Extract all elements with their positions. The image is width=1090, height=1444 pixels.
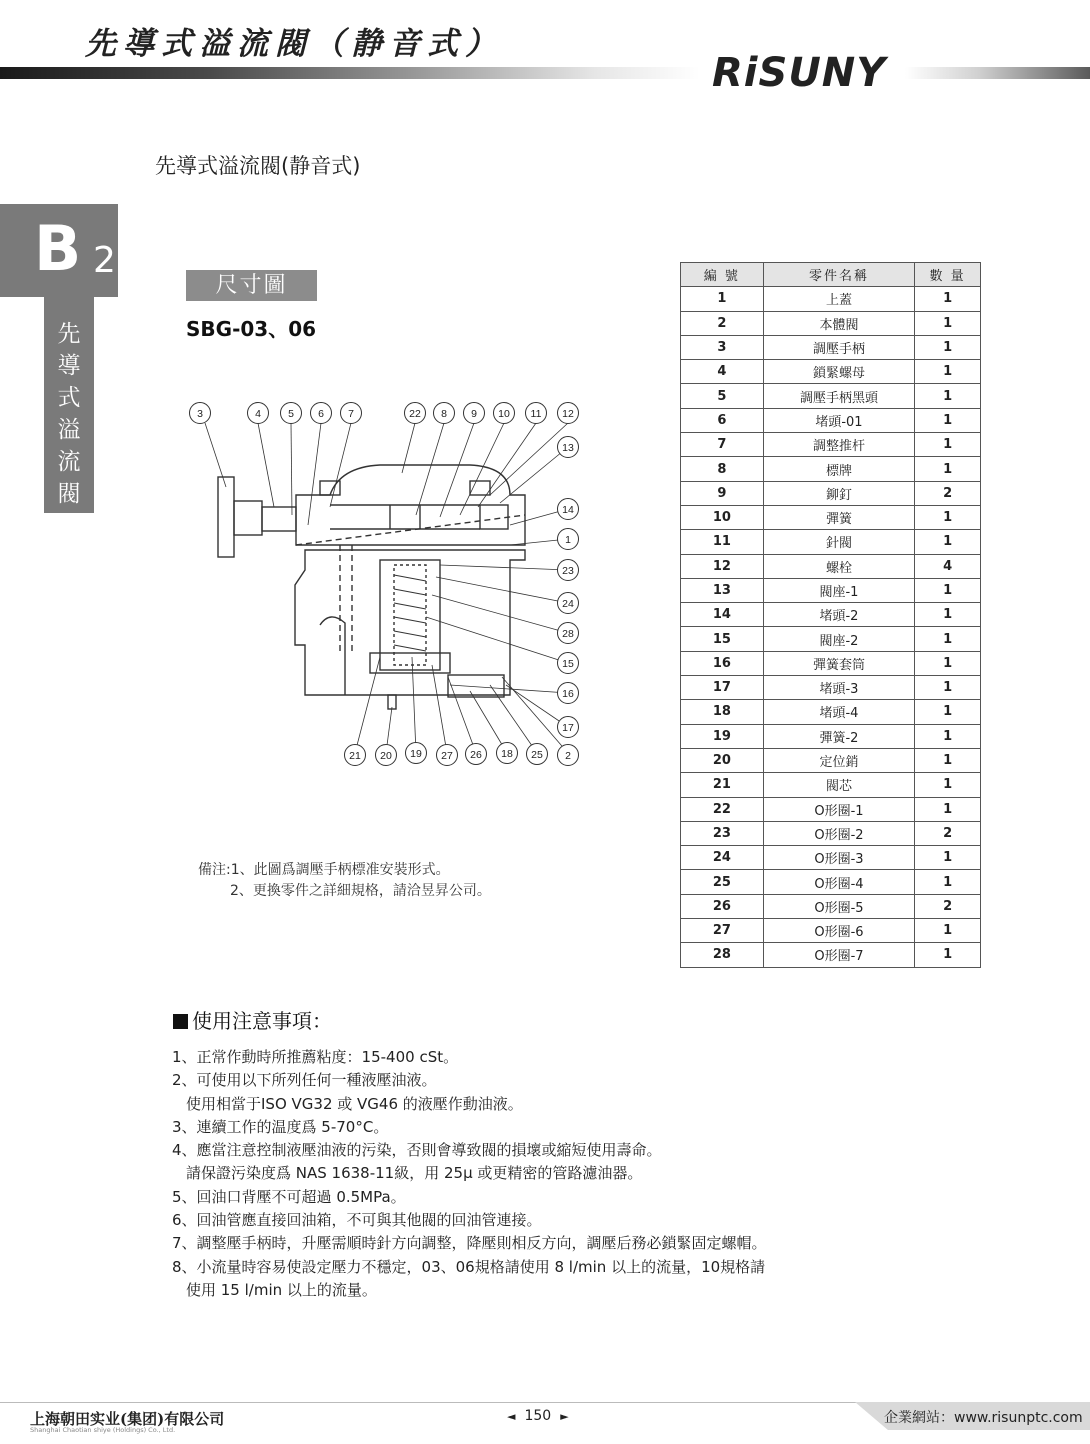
note-line: 2、更換零件之詳細規格，請洽昱昇公司。 bbox=[230, 883, 491, 899]
part-name-cell: 本體閥 bbox=[763, 311, 914, 335]
part-name-cell: 閥座-2 bbox=[763, 627, 914, 651]
part-number-cell: 18 bbox=[681, 700, 764, 724]
part-number-cell: 5 bbox=[681, 384, 764, 408]
part-number-cell: 24 bbox=[681, 846, 764, 870]
table-row bbox=[681, 457, 981, 481]
callout-label: 28 bbox=[562, 628, 574, 640]
callout-label: 21 bbox=[349, 750, 361, 762]
callout-label: 16 bbox=[562, 688, 574, 700]
page-number-text: 150 bbox=[524, 1408, 552, 1424]
part-quantity-cell: 1 bbox=[915, 700, 981, 724]
usage-line: 2、可使用以下所列任何一種液壓油液。 bbox=[172, 1071, 437, 1090]
part-quantity-cell: 1 bbox=[915, 457, 981, 481]
usage-line: 請保證污染度爲 NAS 1638-11級，用 25μ 或更精密的管路濾油器。 bbox=[186, 1164, 643, 1183]
part-quantity-cell: 4 bbox=[915, 554, 981, 578]
part-number-cell: 2 bbox=[681, 311, 764, 335]
usage-line: 7、調整壓手柄時，升壓需順時針方向調整，降壓則相反方向，調壓后務必鎖緊固定螺帽。 bbox=[172, 1234, 767, 1253]
part-name-cell: 標牌 bbox=[763, 457, 914, 481]
table-row bbox=[681, 894, 981, 918]
brand-logo: RiSUNY bbox=[712, 50, 887, 96]
callout-label: 14 bbox=[562, 504, 574, 516]
part-quantity-cell: 2 bbox=[915, 894, 981, 918]
part-number-cell: 25 bbox=[681, 870, 764, 894]
callout-label: 3 bbox=[197, 408, 203, 420]
header-gradient-bar-right bbox=[905, 67, 1090, 79]
table-row bbox=[681, 360, 981, 384]
table-row bbox=[681, 287, 981, 311]
section-tab-char: 閥 bbox=[57, 481, 81, 507]
column-header-number: 編 號 bbox=[681, 263, 764, 287]
usage-notes-title-text: 使用注意事項 bbox=[192, 1009, 312, 1033]
section-tab-char: 流 bbox=[57, 449, 81, 475]
drawing-notes bbox=[198, 860, 491, 902]
usage-line: 5、回油口背壓不可超過 0.5MPa。 bbox=[172, 1187, 406, 1206]
callout-label: 9 bbox=[471, 408, 477, 420]
part-number-cell: 16 bbox=[681, 651, 764, 675]
part-name-cell: 調整推杆 bbox=[763, 433, 914, 457]
part-quantity-cell: 1 bbox=[915, 724, 981, 748]
part-name-cell: 調壓手柄 bbox=[763, 335, 914, 359]
table-row bbox=[681, 748, 981, 772]
callout-label: 5 bbox=[288, 408, 294, 420]
table-row bbox=[681, 676, 981, 700]
part-quantity-cell: 1 bbox=[915, 287, 981, 311]
part-number-cell: 22 bbox=[681, 797, 764, 821]
part-quantity-cell: 2 bbox=[915, 481, 981, 505]
part-number-cell: 12 bbox=[681, 554, 764, 578]
table-row bbox=[681, 335, 981, 359]
part-number-cell: 23 bbox=[681, 821, 764, 845]
callout-label: 10 bbox=[498, 408, 510, 420]
table-row bbox=[681, 578, 981, 602]
callout-label: 24 bbox=[562, 598, 574, 610]
table-row bbox=[681, 505, 981, 529]
part-number-cell: 17 bbox=[681, 676, 764, 700]
callout-label: 26 bbox=[470, 749, 482, 761]
part-number-cell: 1 bbox=[681, 287, 764, 311]
table-row bbox=[681, 433, 981, 457]
part-number-cell: 4 bbox=[681, 360, 764, 384]
part-name-cell: O形圈-7 bbox=[763, 943, 914, 967]
square-bullet-icon bbox=[173, 1014, 188, 1029]
part-number-cell: 19 bbox=[681, 724, 764, 748]
part-name-cell: 鉚釘 bbox=[763, 481, 914, 505]
table-row bbox=[681, 651, 981, 675]
part-quantity-cell: 1 bbox=[915, 505, 981, 529]
callout-label: 25 bbox=[531, 749, 543, 761]
part-number-cell: 21 bbox=[681, 773, 764, 797]
handle-knob bbox=[218, 477, 234, 557]
part-quantity-cell: 1 bbox=[915, 311, 981, 335]
table-row bbox=[681, 627, 981, 651]
callout-label: 1 bbox=[565, 534, 571, 546]
part-number-cell: 26 bbox=[681, 894, 764, 918]
part-name-cell: O形圈-2 bbox=[763, 821, 914, 845]
part-quantity-cell: 2 bbox=[915, 821, 981, 845]
part-quantity-cell: 1 bbox=[915, 846, 981, 870]
part-number-cell: 8 bbox=[681, 457, 764, 481]
usage-line: 使用 15 l/min 以上的流量。 bbox=[186, 1280, 377, 1299]
part-quantity-cell: 1 bbox=[915, 335, 981, 359]
table-row bbox=[681, 797, 981, 821]
usage-line: 使用相當于ISO VG32 或 VG46 的液壓作動油液。 bbox=[186, 1094, 523, 1113]
part-quantity-cell: 1 bbox=[915, 408, 981, 432]
part-quantity-cell: 1 bbox=[915, 773, 981, 797]
part-name-cell: 堵頭-2 bbox=[763, 603, 914, 627]
part-number-cell: 28 bbox=[681, 943, 764, 967]
prev-page-arrow-icon[interactable]: ◄ bbox=[507, 1410, 516, 1423]
part-name-cell: 鎖緊螺母 bbox=[763, 360, 914, 384]
part-quantity-cell: 1 bbox=[915, 748, 981, 772]
part-name-cell: 閥芯 bbox=[763, 773, 914, 797]
note-line: 備注:1、此圖爲調壓手柄標准安裝形式。 bbox=[198, 862, 450, 878]
part-name-cell: O形圈-5 bbox=[763, 894, 914, 918]
callout-label: 20 bbox=[380, 750, 392, 762]
table-header-row bbox=[681, 263, 981, 287]
part-name-cell: 彈簧套筒 bbox=[763, 651, 914, 675]
column-header-quantity: 數 量 bbox=[915, 263, 981, 287]
part-quantity-cell: 1 bbox=[915, 676, 981, 700]
table-row bbox=[681, 773, 981, 797]
page-number bbox=[498, 1408, 578, 1424]
part-number-cell: 11 bbox=[681, 530, 764, 554]
usage-notes-title: 使用注意事項： bbox=[173, 1005, 332, 1034]
callout-label: 2 bbox=[565, 750, 571, 762]
part-quantity-cell: 1 bbox=[915, 530, 981, 554]
section-tab-char: 溢 bbox=[57, 417, 81, 443]
part-quantity-cell: 1 bbox=[915, 384, 981, 408]
callout-label: 7 bbox=[348, 408, 354, 420]
usage-line: 3、連續工作的温度爲 5-70°C。 bbox=[172, 1117, 389, 1136]
part-number-cell: 20 bbox=[681, 748, 764, 772]
usage-notes-list bbox=[172, 1046, 767, 1302]
callout-label: 12 bbox=[562, 408, 574, 420]
model-number: SBG-03、06 bbox=[186, 317, 317, 341]
table-row bbox=[681, 554, 981, 578]
header-gradient-bar bbox=[0, 67, 700, 79]
section-tab-text bbox=[44, 318, 94, 510]
callout-label: 22 bbox=[409, 408, 421, 420]
callout-label: 11 bbox=[530, 408, 542, 420]
part-number-cell: 7 bbox=[681, 433, 764, 457]
table-row bbox=[681, 724, 981, 748]
callout-label: 18 bbox=[501, 748, 513, 760]
part-number-cell: 10 bbox=[681, 505, 764, 529]
part-name-cell: 閥座-1 bbox=[763, 578, 914, 602]
parts-table bbox=[680, 262, 981, 968]
part-name-cell: 針閥 bbox=[763, 530, 914, 554]
footer-website[interactable]: 企業網站：www.risunptc.com bbox=[884, 1410, 1083, 1426]
part-number-cell: 14 bbox=[681, 603, 764, 627]
part-quantity-cell: 1 bbox=[915, 797, 981, 821]
part-name-cell: 上蓋 bbox=[763, 287, 914, 311]
part-name-cell: O形圈-4 bbox=[763, 870, 914, 894]
callout-label: 23 bbox=[562, 565, 574, 577]
usage-line: 8、小流量時容易使設定壓力不穩定，03、06規格請使用 8 l/min 以上的流量，10規格請 bbox=[172, 1257, 766, 1276]
dimension-drawing-label: 尺寸圖 bbox=[186, 270, 317, 301]
table-row bbox=[681, 603, 981, 627]
part-name-cell: 螺栓 bbox=[763, 554, 914, 578]
table-row bbox=[681, 846, 981, 870]
part-quantity-cell: 1 bbox=[915, 360, 981, 384]
part-name-cell: 定位銷 bbox=[763, 748, 914, 772]
callout-label: 19 bbox=[410, 748, 422, 760]
part-name-cell: O形圈-6 bbox=[763, 919, 914, 943]
section-tab-letter: B bbox=[34, 212, 82, 285]
callout-label: 13 bbox=[562, 442, 574, 454]
header-title: 先導式溢流閥（静音式） bbox=[85, 26, 503, 62]
column-header-part-name: 零件名稱 bbox=[763, 263, 914, 287]
callout-label: 8 bbox=[441, 408, 447, 420]
table-row bbox=[681, 700, 981, 724]
table-row bbox=[681, 408, 981, 432]
part-quantity-cell: 1 bbox=[915, 578, 981, 602]
part-number-cell: 15 bbox=[681, 627, 764, 651]
table-row bbox=[681, 481, 981, 505]
section-tab-char: 先 bbox=[57, 321, 81, 347]
footer-company-name: 上海朝田实业(集团)有限公司 bbox=[30, 1410, 225, 1428]
section-tab-char: 導 bbox=[57, 353, 81, 379]
part-name-cell: 堵頭-4 bbox=[763, 700, 914, 724]
part-number-cell: 27 bbox=[681, 919, 764, 943]
footer-company-name-en: Shanghai Chaotian shiye (Holdings) Co., Ltd. bbox=[30, 1426, 176, 1434]
table-row bbox=[681, 530, 981, 554]
part-quantity-cell: 1 bbox=[915, 433, 981, 457]
part-name-cell: 彈簧 bbox=[763, 505, 914, 529]
callout-label: 6 bbox=[318, 408, 324, 420]
part-quantity-cell: 1 bbox=[915, 627, 981, 651]
usage-line: 1、正常作動時所推薦粘度：15-400 cSt。 bbox=[172, 1048, 459, 1066]
table-row bbox=[681, 821, 981, 845]
part-quantity-cell: 1 bbox=[915, 943, 981, 967]
part-quantity-cell: 1 bbox=[915, 919, 981, 943]
section-tab-char: 式 bbox=[57, 385, 81, 411]
table-row bbox=[681, 870, 981, 894]
part-number-cell: 13 bbox=[681, 578, 764, 602]
valve-cross-section-diagram bbox=[180, 395, 600, 775]
usage-line: 6、回油管應直接回油箱，不可與其他閥的回油管連接。 bbox=[172, 1211, 542, 1230]
part-number-cell: 3 bbox=[681, 335, 764, 359]
usage-line: 4、應當注意控制液壓油液的污染，否則會導致閥的損壞或縮短使用壽命。 bbox=[172, 1141, 662, 1160]
part-name-cell: 堵頭-3 bbox=[763, 676, 914, 700]
table-row bbox=[681, 384, 981, 408]
part-quantity-cell: 1 bbox=[915, 651, 981, 675]
callout-label: 15 bbox=[562, 658, 574, 670]
part-number-cell: 6 bbox=[681, 408, 764, 432]
callout-label: 17 bbox=[562, 722, 574, 734]
part-quantity-cell: 1 bbox=[915, 870, 981, 894]
part-name-cell: O形圈-3 bbox=[763, 846, 914, 870]
part-name-cell: 堵頭-01 bbox=[763, 408, 914, 432]
part-name-cell: O形圈-1 bbox=[763, 797, 914, 821]
callout-label: 27 bbox=[441, 750, 453, 762]
part-name-cell: 彈簧-2 bbox=[763, 724, 914, 748]
table-row bbox=[681, 311, 981, 335]
table-row bbox=[681, 919, 981, 943]
callout-label: 4 bbox=[255, 408, 261, 420]
part-quantity-cell: 1 bbox=[915, 603, 981, 627]
part-name-cell: 調壓手柄黑頭 bbox=[763, 384, 914, 408]
section-tab-number: 2 bbox=[93, 240, 116, 281]
next-page-arrow-icon[interactable]: ► bbox=[560, 1410, 569, 1423]
table-row bbox=[681, 943, 981, 967]
page-heading: 先導式溢流閥(静音式) bbox=[155, 154, 361, 178]
part-number-cell: 9 bbox=[681, 481, 764, 505]
